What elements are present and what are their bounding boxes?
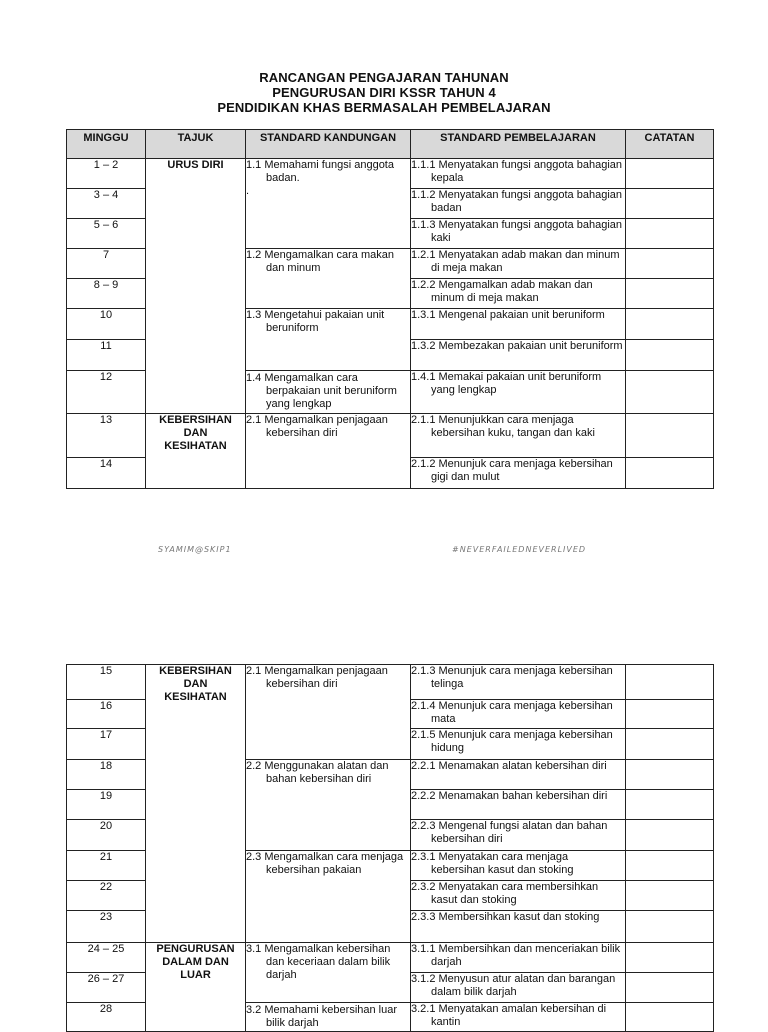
catatan-cell[interactable] [626,159,714,189]
catatan-cell[interactable] [626,1003,714,1032]
sk-1-4: 1.4 Mengamalkan cara berpakaian unit beruniform yang lengkap [246,371,411,414]
sk-2-2: 2.2 Menggunakan alatan dan bahan kebersihan diri [246,760,411,851]
week-cell: 21 [67,851,146,881]
catatan-cell[interactable] [626,729,714,760]
sk-2-1: 2.1 Mengamalkan penjagaan kebersihan diri [246,665,411,760]
week-cell: 28 [67,1003,146,1032]
week-cell: 17 [67,729,146,760]
topic-kebersihan: KEBERSIHAN DAN KESIHATAN [146,665,246,943]
catatan-cell[interactable] [626,881,714,911]
catatan-cell[interactable] [626,943,714,973]
header-standard-pembelajaran: STANDARD PEMBELAJARAN [411,130,626,159]
week-cell: 16 [67,700,146,729]
header-catatan: CATATAN [626,130,714,159]
sp-cell: 2.1.5 Menunjuk cara menjaga kebersihan hidung [411,729,626,760]
week-cell: 5 – 6 [67,219,146,249]
title-line-3: PENDIDIKAN KHAS BERMASALAH PEMBELAJARAN [217,100,551,115]
sp-cell: 2.2.3 Mengenal fungsi alatan dan bahan kebersihan diri [411,820,626,851]
sp-cell: 3.2.1 Menyatakan amalan kebersihan di kantin [411,1003,626,1032]
plan-table-page-1 [66,129,714,489]
week-cell: 20 [67,820,146,851]
document-title [0,70,768,115]
sp-cell: 1.1.1 Menyatakan fungsi anggota bahagian kepala [411,159,626,189]
catatan-cell[interactable] [626,189,714,219]
week-cell: 11 [67,340,146,371]
week-cell: 1 – 2 [67,159,146,189]
header-tajuk: TAJUK [146,130,246,159]
sp-cell: 2.1.1 Menunjukkan cara menjaga kebersihan kuku, tangan dan kaki [411,414,626,458]
catatan-cell[interactable] [626,414,714,458]
sp-cell: 1.4.1 Memakai pakaian unit beruniform yang lengkap [411,371,626,414]
table-row [67,159,714,189]
week-cell: 13 [67,414,146,458]
sp-cell: 2.3.2 Menyatakan cara membersihkan kasut dan stoking [411,881,626,911]
sp-cell: 3.1.2 Menyusun atur alatan dan barangan dalam bilik darjah [411,973,626,1003]
week-cell: 26 – 27 [67,973,146,1003]
catatan-cell[interactable] [626,820,714,851]
header-minggu: MINGGU [67,130,146,159]
sk-2-1: 2.1 Mengamalkan penjagaan kebersihan diri [246,414,411,489]
sp-cell: 2.1.4 Menunjuk cara menjaga kebersihan mata [411,700,626,729]
week-cell: 8 – 9 [67,279,146,309]
topic-pengurusan: PENGURUSAN DALAM DAN LUAR [146,943,246,1032]
sk-2-3: 2.3 Mengamalkan cara menjaga kebersihan pakaian [246,851,411,943]
catatan-cell[interactable] [626,700,714,729]
sp-cell: 1.2.2 Mengamalkan adab makan dan minum di meja makan [411,279,626,309]
plan-table-page-2 [66,664,714,1032]
week-cell: 7 [67,249,146,279]
header-standard-kandungan: STANDARD KANDUNGAN [246,130,411,159]
week-cell: 3 – 4 [67,189,146,219]
sk-1-3: 1.3 Mengetahui pakaian unit beruniform [246,309,411,371]
catatan-cell[interactable] [626,911,714,943]
catatan-cell[interactable] [626,371,714,414]
footer-right: #NEVERFAILEDNEVERLIVED [452,545,587,554]
table-row [67,943,714,973]
title-line-1: RANCANGAN PENGAJARAN TAHUNAN [259,70,509,85]
footer-left: SYAMIM@SKIP1 [158,545,232,554]
sk-3-2: 3.2 Memahami kebersihan luar bilik darjah [246,1003,411,1032]
catatan-cell[interactable] [626,340,714,371]
catatan-cell[interactable] [626,760,714,790]
catatan-cell[interactable] [626,458,714,489]
catatan-cell[interactable] [626,851,714,881]
week-cell: 14 [67,458,146,489]
week-cell: 12 [67,371,146,414]
sp-cell: 2.3.1 Menyatakan cara menjaga kebersihan kasut dan stoking [411,851,626,881]
sp-cell: 2.3.3 Membersihkan kasut dan stoking [411,911,626,943]
catatan-cell[interactable] [626,309,714,340]
catatan-cell[interactable] [626,790,714,820]
sk-1-1: 1.1 Memahami fungsi anggota badan. . [246,159,411,249]
sk-1-2: 1.2 Mengamalkan cara makan dan minum [246,249,411,309]
sp-cell: 2.1.3 Menunjuk cara menjaga kebersihan telinga [411,665,626,700]
sp-cell: 1.3.1 Mengenal pakaian unit beruniform [411,309,626,340]
sp-cell: 2.2.2 Menamakan bahan kebersihan diri [411,790,626,820]
week-cell: 19 [67,790,146,820]
sp-cell: 2.2.1 Menamakan alatan kebersihan diri [411,760,626,790]
week-cell: 15 [67,665,146,700]
week-cell: 23 [67,911,146,943]
catatan-cell[interactable] [626,279,714,309]
catatan-cell[interactable] [626,973,714,1003]
catatan-cell[interactable] [626,665,714,700]
table-row [67,665,714,700]
table-row [67,414,714,458]
topic-urus-diri: URUS DIRI [146,159,246,414]
week-cell: 24 – 25 [67,943,146,973]
week-cell: 10 [67,309,146,340]
sp-cell: 1.2.1 Menyatakan adab makan dan minum di meja makan [411,249,626,279]
catatan-cell[interactable] [626,219,714,249]
sp-cell: 1.1.2 Menyatakan fungsi anggota bahagian badan [411,189,626,219]
sp-cell: 3.1.1 Membersihkan dan menceriakan bilik darjah [411,943,626,973]
sp-cell: 2.1.2 Menunjuk cara menjaga kebersihan gigi dan mulut [411,458,626,489]
catatan-cell[interactable] [626,249,714,279]
sp-cell: 1.1.3 Menyatakan fungsi anggota bahagian kaki [411,219,626,249]
title-line-2: PENGURUSAN DIRI KSSR TAHUN 4 [272,85,496,100]
week-cell: 18 [67,760,146,790]
week-cell: 22 [67,881,146,911]
sp-cell: 1.3.2 Membezakan pakaian unit beruniform [411,340,626,371]
topic-kebersihan: KEBERSIHAN DAN KESIHATAN [146,414,246,489]
header-row [67,130,714,159]
sk-3-1: 3.1 Mengamalkan kebersihan dan keceriaan dalam bilik darjah [246,943,411,1003]
